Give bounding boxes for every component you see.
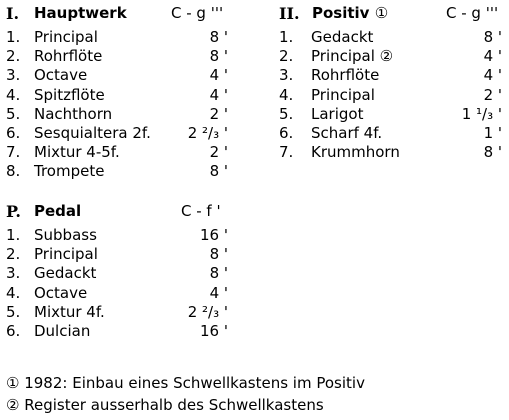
stop-pitch: 4 ' bbox=[209, 66, 228, 85]
stop-pitch: 8 ' bbox=[483, 143, 502, 162]
stop-name: Rohrflöte bbox=[311, 66, 380, 85]
stop-pitch: 8 ' bbox=[209, 162, 228, 181]
stop-number: 4. bbox=[6, 283, 21, 302]
stop-name: Rohrflöte bbox=[34, 47, 103, 66]
stop-name: Principal ② bbox=[311, 47, 394, 66]
footnote-mark: ① bbox=[374, 4, 389, 22]
stop-name: Krummhorn bbox=[311, 143, 400, 162]
division-compass: C - f ' bbox=[181, 202, 221, 220]
stop-row bbox=[279, 105, 502, 124]
division-positiv bbox=[279, 4, 502, 162]
stop-name: Principal bbox=[311, 85, 375, 104]
stop-number: 4. bbox=[6, 85, 21, 104]
division-pedal bbox=[6, 202, 228, 341]
stop-name: Larigot bbox=[311, 104, 364, 123]
stop-number: 5. bbox=[6, 104, 21, 123]
stop-pitch: 4 ' bbox=[209, 283, 228, 302]
stop-row bbox=[6, 322, 228, 341]
stop-row bbox=[6, 143, 228, 162]
stop-pitch: 8 ' bbox=[483, 28, 502, 46]
stop-row bbox=[6, 284, 228, 303]
stop-name: Scharf 4f. bbox=[311, 123, 383, 142]
stop-pitch: 1 ¹/₃ ' bbox=[461, 104, 502, 123]
stop-list bbox=[6, 226, 228, 341]
stop-number: 6. bbox=[6, 123, 21, 142]
stop-pitch: 4 ' bbox=[483, 66, 502, 85]
stop-row bbox=[279, 124, 502, 143]
stop-row bbox=[279, 143, 502, 162]
stop-name: Octave bbox=[34, 66, 88, 85]
stop-number: 2. bbox=[6, 47, 21, 66]
division-title: Pedal bbox=[34, 202, 82, 220]
stop-row bbox=[6, 86, 228, 105]
stop-number: 2. bbox=[6, 245, 21, 264]
division-compass: C - g ''' bbox=[171, 4, 224, 22]
stop-row bbox=[6, 28, 228, 47]
stop-number: 5. bbox=[6, 302, 21, 321]
stop-row bbox=[279, 47, 502, 66]
stop-row bbox=[279, 86, 502, 105]
stop-name: Nachthorn bbox=[34, 104, 113, 123]
footnote-2: ② Register ausserhalb des Schwellkastens bbox=[6, 396, 324, 414]
division-hauptwerk bbox=[6, 4, 228, 182]
stop-row bbox=[6, 162, 228, 181]
stop-pitch: 8 ' bbox=[209, 245, 228, 264]
stop-pitch: 2 ²/₃ ' bbox=[187, 302, 228, 321]
stop-name: Dulcian bbox=[34, 321, 91, 340]
division-header bbox=[6, 4, 228, 24]
stop-pitch: 8 ' bbox=[209, 264, 228, 283]
division-title bbox=[312, 4, 388, 22]
stop-name: Gedackt bbox=[34, 264, 97, 283]
stop-row bbox=[6, 124, 228, 143]
stop-row bbox=[279, 66, 502, 85]
division-numeral: I. bbox=[6, 4, 20, 23]
stop-name: Principal bbox=[34, 245, 98, 264]
stop-pitch: 2 ' bbox=[209, 104, 228, 123]
stop-number: 3. bbox=[279, 66, 294, 85]
stop-name: Principal bbox=[34, 28, 98, 46]
stop-number: 8. bbox=[6, 162, 21, 181]
stop-name: Spitzflöte bbox=[34, 85, 105, 104]
stop-number: 7. bbox=[6, 143, 21, 162]
stop-pitch: 2 ²/₃ ' bbox=[187, 123, 228, 142]
division-title-text: Positiv bbox=[312, 4, 370, 22]
stop-number: 5. bbox=[279, 104, 294, 123]
division-numeral: II. bbox=[279, 4, 300, 23]
division-title: Hauptwerk bbox=[34, 4, 127, 22]
stop-number: 7. bbox=[279, 143, 294, 162]
division-numeral: P. bbox=[6, 202, 21, 221]
stop-number: 1. bbox=[6, 28, 21, 46]
stop-pitch: 1 ' bbox=[483, 123, 502, 142]
stop-number: 6. bbox=[279, 123, 294, 142]
stop-number: 2. bbox=[279, 47, 294, 66]
division-header bbox=[6, 202, 228, 222]
stop-number: 1. bbox=[6, 226, 21, 244]
stop-name: Mixtur 4-5f. bbox=[34, 143, 120, 162]
stop-number: 3. bbox=[6, 66, 21, 85]
stop-pitch: 8 ' bbox=[209, 47, 228, 66]
stop-pitch: 16 ' bbox=[200, 226, 228, 244]
stop-name: Sesquialtera 2f. bbox=[34, 123, 151, 142]
division-header bbox=[279, 4, 502, 24]
stop-pitch: 2 ' bbox=[209, 143, 228, 162]
stop-list bbox=[279, 28, 502, 162]
stop-row bbox=[6, 245, 228, 264]
stop-row bbox=[6, 226, 228, 245]
stop-row bbox=[6, 264, 228, 283]
stop-row bbox=[6, 303, 228, 322]
stop-row bbox=[6, 66, 228, 85]
stop-pitch: 4 ' bbox=[209, 85, 228, 104]
footnote-1: ① 1982: Einbau eines Schwellkastens im Positiv bbox=[6, 374, 365, 392]
stop-number: 3. bbox=[6, 264, 21, 283]
stop-pitch: 16 ' bbox=[200, 321, 228, 340]
stop-number: 1. bbox=[279, 28, 294, 46]
stop-name: Trompete bbox=[34, 162, 105, 181]
stop-row bbox=[6, 105, 228, 124]
stop-pitch: 2 ' bbox=[483, 85, 502, 104]
stop-row bbox=[6, 47, 228, 66]
stop-pitch: 8 ' bbox=[209, 28, 228, 46]
stop-list bbox=[6, 28, 228, 182]
stop-number: 6. bbox=[6, 321, 21, 340]
stop-number: 4. bbox=[279, 85, 294, 104]
stop-name: Gedackt bbox=[311, 28, 374, 46]
stop-pitch: 4 ' bbox=[483, 47, 502, 66]
stop-row bbox=[279, 28, 502, 47]
stop-name: Subbass bbox=[34, 226, 97, 244]
stop-name: Octave bbox=[34, 283, 88, 302]
division-compass: C - g ''' bbox=[446, 4, 499, 22]
stop-name: Mixtur 4f. bbox=[34, 302, 105, 321]
